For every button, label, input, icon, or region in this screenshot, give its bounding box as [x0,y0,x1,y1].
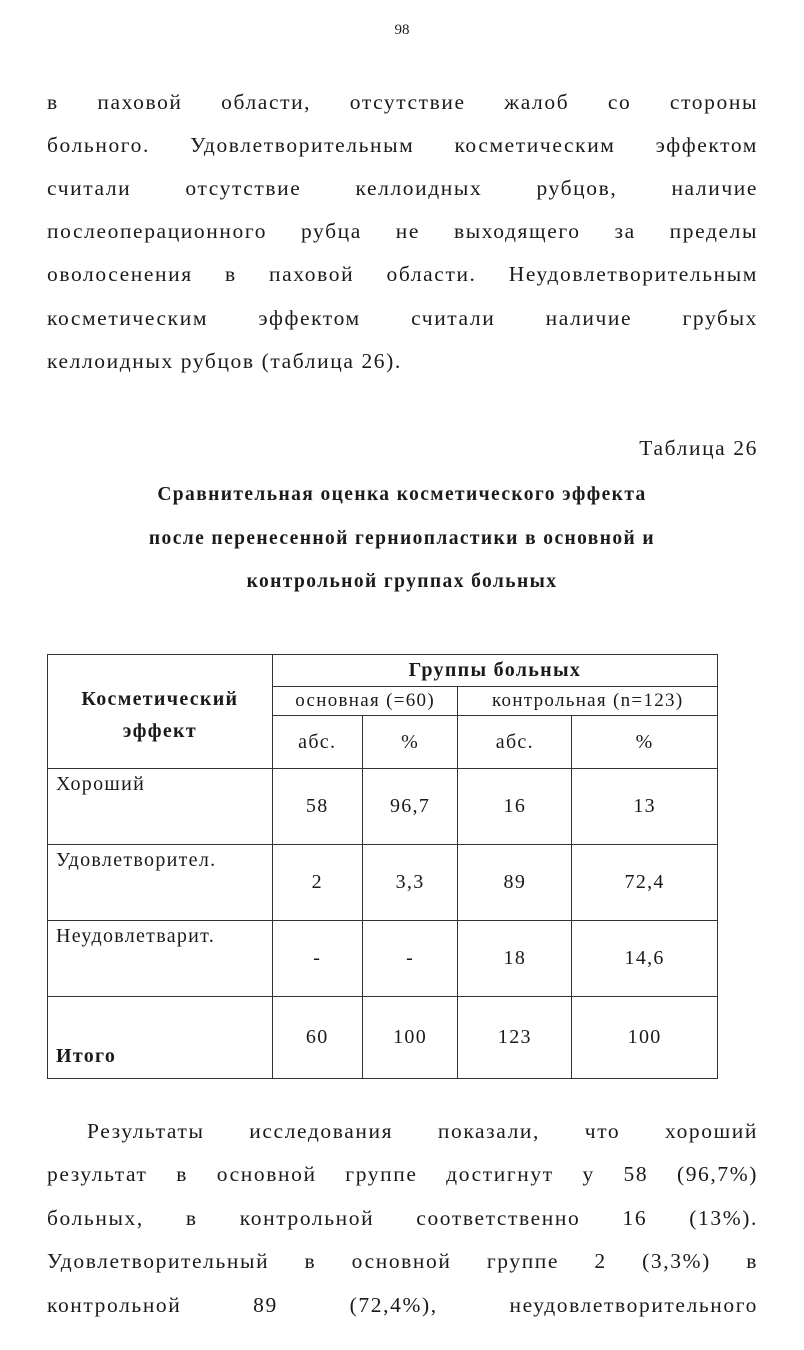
paragraph-line: в паховой области, отсутствие жалоб со стороны [47,90,758,114]
table-title: Сравнительная оценка косметического эффекта [157,484,647,505]
unit-abs: абс. [458,716,572,769]
paragraph-line: контрольной 89 (72,4%), неудовлетворительного [47,1293,758,1317]
cell: 72,4 [572,845,718,921]
paragraph-line: результат в основной группе достигнут у 58 (96,7%) [47,1162,758,1186]
page-number: 98 [394,22,410,38]
cell: 16 [458,769,572,845]
paragraph-line: Удовлетворительный в основной группе 2 (3,3%) в [47,1249,758,1273]
row-label: Неудовлетварит. [48,921,273,997]
table-row [48,769,718,845]
cell: 3,3 [362,845,458,921]
cell: 60 [272,997,362,1079]
total-label: Итого [48,997,273,1079]
row-label: Удовлетворител. [48,845,273,921]
groups-header: Группы больных [272,655,717,687]
cell: 96,7 [362,769,458,845]
cell: 14,6 [572,921,718,997]
paragraph-line: келлоидных рубцов (таблица 26). [47,349,402,373]
paragraph-line: послеоперационного рубца не выходящего за пределы [47,219,758,243]
unit-abs: абс. [272,716,362,769]
group-main-header: основная (=60) [272,687,458,716]
cell: 18 [458,921,572,997]
cell: 2 [272,845,362,921]
table-row-total [48,997,718,1079]
row-label: Хороший [48,769,273,845]
table-label: Таблица 26 [639,436,758,460]
group-control-header: контрольная (n=123) [458,687,718,716]
paragraph-line: больных, в контрольной соответственно 16 (13%). [47,1206,758,1230]
row-header: Косметический эффект [48,655,273,769]
cell: 89 [458,845,572,921]
cell: - [272,921,362,997]
cell: 58 [272,769,362,845]
cell: 100 [362,997,458,1079]
paragraph-line: больного. Удовлетворительным косметическим эффектом [47,133,758,157]
paragraph-line: считали отсутствие келлоидных рубцов, наличие [47,176,758,200]
paragraph-line: косметическим эффектом считали наличие грубых [47,306,758,330]
cell: 13 [572,769,718,845]
unit-pct: % [572,716,718,769]
table-row [48,921,718,997]
cell: 123 [458,997,572,1079]
table-title: после перенесенной герниопластики в основной и [148,528,656,549]
table-title: контрольной группах больных [246,571,558,592]
cell: 100 [572,997,718,1079]
paragraph-line: Результаты исследования показали, что хороший [87,1119,758,1143]
cosmetic-effect-table [47,654,718,1079]
cell: - [362,921,458,997]
paragraph-line: оволосенения в паховой области. Неудовлетворительным [47,262,758,286]
unit-pct: % [362,716,458,769]
table-row [48,845,718,921]
